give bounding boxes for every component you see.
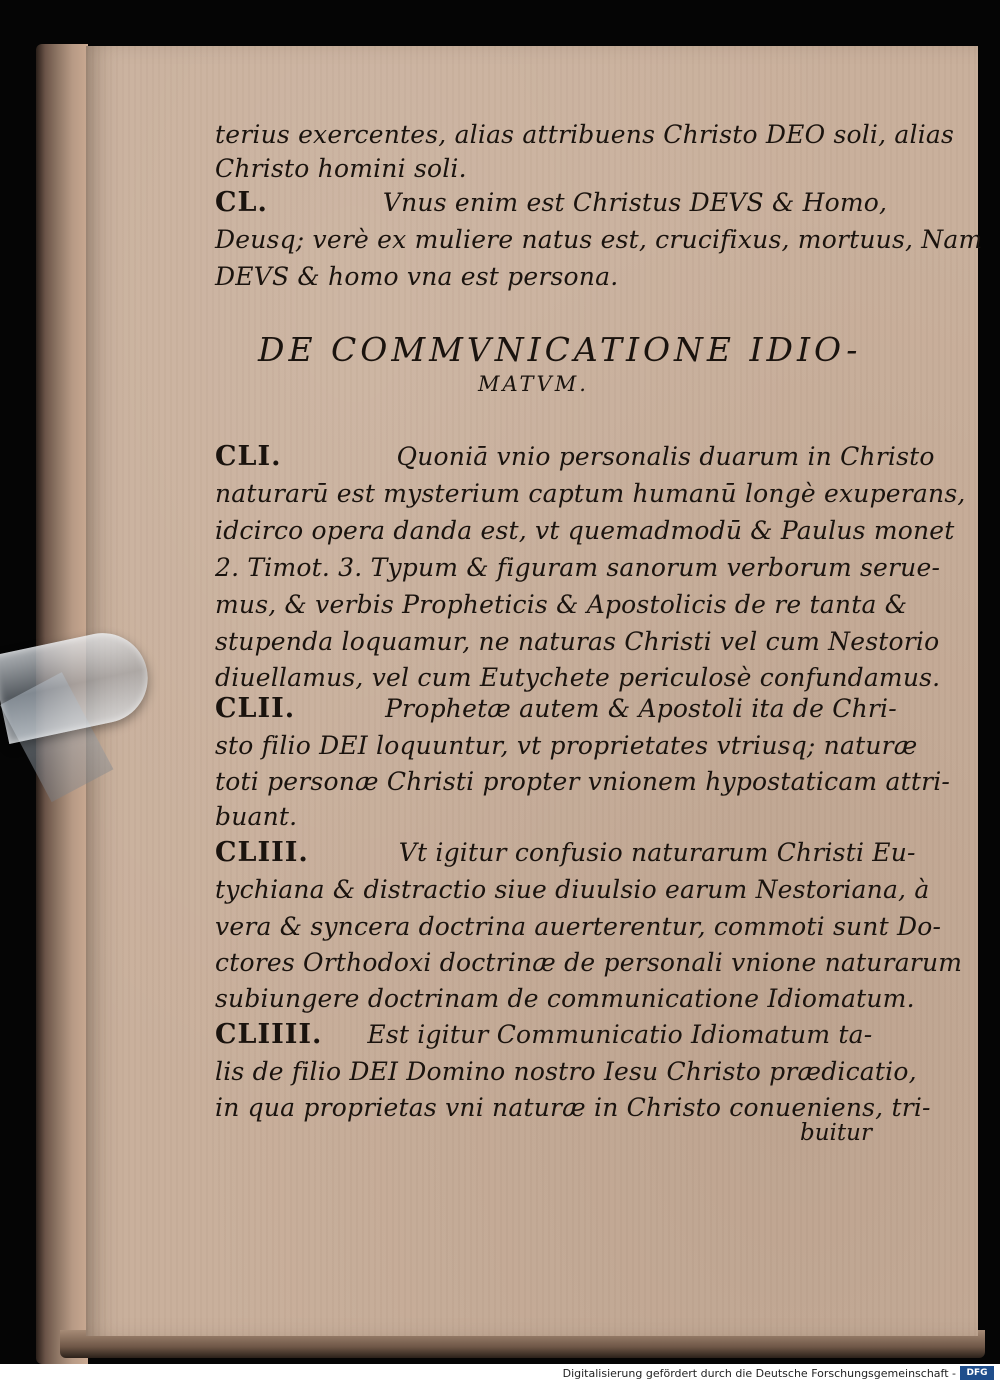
section-text: Prophetæ autem & Apostoli ita de Chri-	[385, 694, 897, 723]
text-line: Christo homini soli.	[215, 154, 467, 183]
section-label: CLIII.	[215, 837, 309, 868]
section-clii	[215, 692, 897, 726]
text-line: vera & syncera doctrina auerterentur, commoti sunt Do-	[215, 912, 942, 941]
section-cli	[215, 440, 935, 474]
text-line: idcirco opera danda est, vt quemadmodū & Paulus monet	[215, 516, 955, 545]
section-label: CLI.	[215, 441, 282, 472]
section-label: CLII.	[215, 693, 296, 724]
text-line: mus, & verbis Propheticis & Apostolicis de re tanta &	[215, 590, 908, 619]
section-text: Est igitur Communicatio Idiomatum ta-	[367, 1020, 873, 1049]
section-cliiii	[215, 1018, 875, 1052]
text-line: DEVS & homo vna est persona.	[215, 262, 619, 291]
text-line: ctores Orthodoxi doctrinæ de personali vnione naturarum	[215, 948, 963, 977]
text-line: diuellamus, vel cum Eutychete periculosè confundamus.	[215, 663, 941, 692]
section-label: CLIIII.	[215, 1019, 323, 1050]
section-heading-continuation: MATVM.	[478, 372, 589, 396]
text-line: naturarū est mysterium captum humanū longè exuperans,	[215, 479, 966, 508]
footer-bar	[0, 1364, 1000, 1383]
text-line: subiungere doctrinam de communicatione Idiomatum.	[215, 984, 915, 1013]
text-line: terius exercentes, alias attribuens Christo DEO soli, alias	[215, 120, 955, 149]
text-line: buant.	[215, 802, 298, 831]
section-cliii	[215, 836, 916, 870]
section-text: Vnus enim est Christus DEVS & Homo,	[382, 188, 888, 217]
section-heading: DE COMMVNICATIONE IDIO-	[258, 330, 862, 369]
text-line: sto filio DEI loquuntur, vt proprietates vtriusq; naturæ	[215, 731, 918, 760]
footer-credit: Digitalisierung gefördert durch die Deutsche Forschungsgemeinschaft -	[562, 1367, 956, 1380]
text-line: lis de filio DEI Domino nostro Iesu Christo prædicatio,	[215, 1057, 917, 1086]
section-text: Quoniā vnio personalis duarum in Christo	[396, 442, 935, 471]
section-cl	[215, 186, 888, 220]
section-text: Vt igitur confusio naturarum Christi Eu-	[398, 838, 916, 867]
text-line: 2. Timot. 3. Typum & figuram sanorum verborum serue-	[215, 553, 941, 582]
section-label: CL.	[215, 187, 268, 218]
text-line: in qua proprietas vni naturæ in Christo conueniens, tri-	[215, 1093, 931, 1122]
text-line: stupenda loquamur, ne naturas Christi vel cum Nestorio	[215, 627, 940, 656]
dfg-logo-icon: DFG	[960, 1366, 994, 1380]
catchword: buitur	[800, 1120, 872, 1146]
text-line: tychiana & distractio siue diuulsio earum Nestoriana, à	[215, 875, 930, 904]
text-line: toti personæ Christi propter vnionem hypostaticam attri-	[215, 767, 951, 796]
text-line: Deusq; verè ex muliere natus est, crucifixus, mortuus, Nam	[215, 225, 983, 254]
